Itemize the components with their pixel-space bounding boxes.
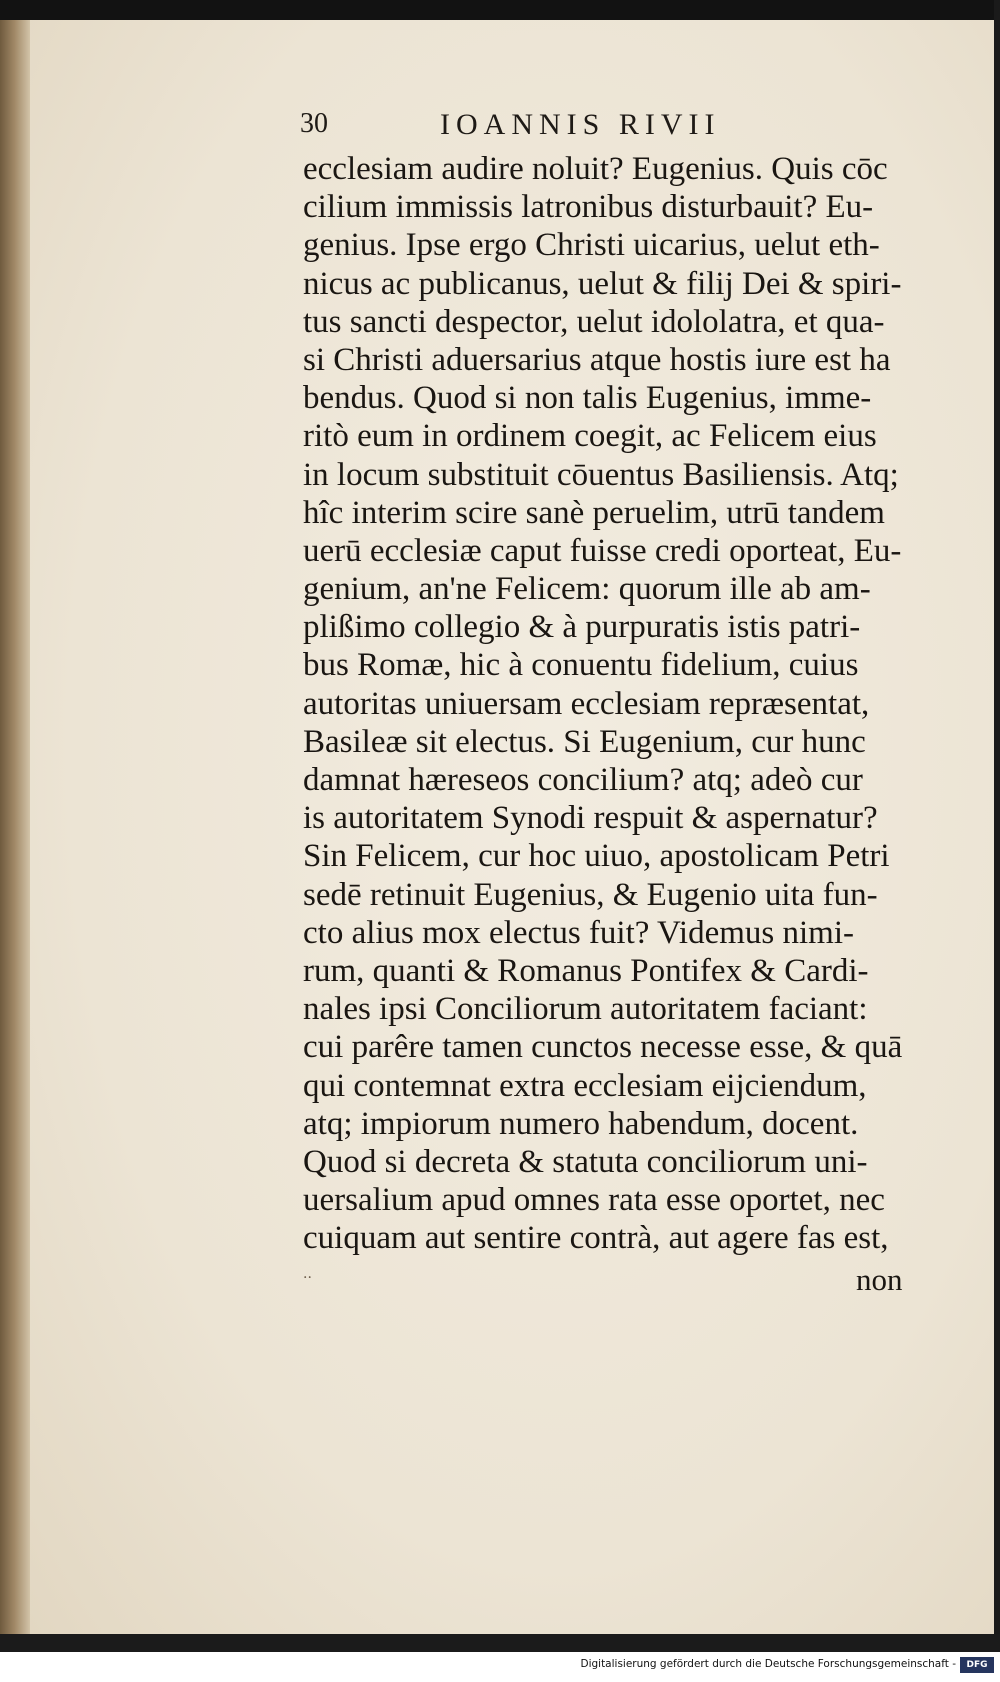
text-line: Quod si decreta & statuta conciliorum uni- <box>303 1143 868 1180</box>
text-line: Basileæ sit electus. Si Eugenium, cur hunc <box>303 723 866 760</box>
text-line: genium, an'ne Felicem: quorum ille ab am- <box>303 571 871 608</box>
catchword: non <box>856 1262 903 1297</box>
dfg-logo-icon: DFG <box>960 1657 994 1673</box>
page-edge <box>0 20 32 1650</box>
footer-credit: Digitalisierung gefördert durch die Deutsche Forschungsgemeinschaft - <box>580 1658 956 1670</box>
text-line: bendus. Quod si non talis Eugenius, imme- <box>303 380 872 417</box>
text-line: atq; impiorum numero habendum, docent. <box>303 1105 859 1142</box>
text-line: nales ipsi Conciliorum autoritatem faciant: <box>303 991 868 1028</box>
text-line: uerū ecclesiæ caput fuisse credi oporteat, Eu- <box>303 532 902 569</box>
text-line: genius. Ipse ergo Christi uicarius, uelut eth- <box>303 227 880 264</box>
text-line: sedē retinuit Eugenius, & Eugenio uita fun- <box>303 876 878 913</box>
text-line: bus Romæ, hic à conuentu fidelium, cuius <box>303 647 859 684</box>
text-line: nicus ac publicanus, uelut & filij Dei & spiri- <box>303 265 902 302</box>
page-header <box>300 108 820 148</box>
running-head: IOANNIS RIVII <box>440 108 721 141</box>
text-line: uersalium apud omnes rata esse oportet, nec <box>303 1182 885 1219</box>
text-line: damnat hæreseos concilium? atq; adeò cur <box>303 762 863 798</box>
text-line: ecclesiam audire noluit? Eugenius. Quis cōc <box>303 151 888 187</box>
text-line: cilium immissis latronibus disturbauit? Eu- <box>303 189 874 226</box>
body-text <box>303 150 923 1257</box>
page-number: 30 <box>300 108 328 139</box>
scan-bottom-border <box>0 1634 1000 1652</box>
text-line: ritò eum in ordinem coegit, ac Felicem eius <box>303 418 877 455</box>
text-line: in locum substituit cōuentus Basiliensis. Atq; <box>303 456 899 493</box>
text-line: cui parêre tamen cunctos necesse esse, & quā <box>303 1029 903 1066</box>
ink-speck: ·· <box>303 1270 312 1286</box>
text-line: qui contemnat extra ecclesiam eijciendum, <box>303 1067 867 1104</box>
footer-bar <box>0 1652 1000 1682</box>
text-line: cuiquam aut sentire contrà, aut agere fas est, <box>303 1220 889 1257</box>
text-line: hîc interim scire sanè peruelim, utrū tandem <box>303 494 885 531</box>
text-line: Sin Felicem, cur hoc uiuo, apostolicam Petri <box>303 838 890 875</box>
scan-right-border <box>994 0 1000 1650</box>
text-line: si Christi aduersarius atque hostis iure est ha <box>303 341 891 378</box>
text-line: cto alius mox electus fuit? Videmus nimi- <box>303 914 854 951</box>
text-line: tus sancti despector, uelut idololatra, et qua- <box>303 303 885 340</box>
scan-top-border <box>0 0 1000 20</box>
text-line: is autoritatem Synodi respuit & aspernatur? <box>303 800 878 837</box>
text-line: rum, quanti & Romanus Pontifex & Cardi- <box>303 952 869 989</box>
text-line: autoritas uniuersam ecclesiam repræsentat, <box>303 685 870 722</box>
text-line: plißimo collegio & à purpuratis istis patri- <box>303 609 861 646</box>
